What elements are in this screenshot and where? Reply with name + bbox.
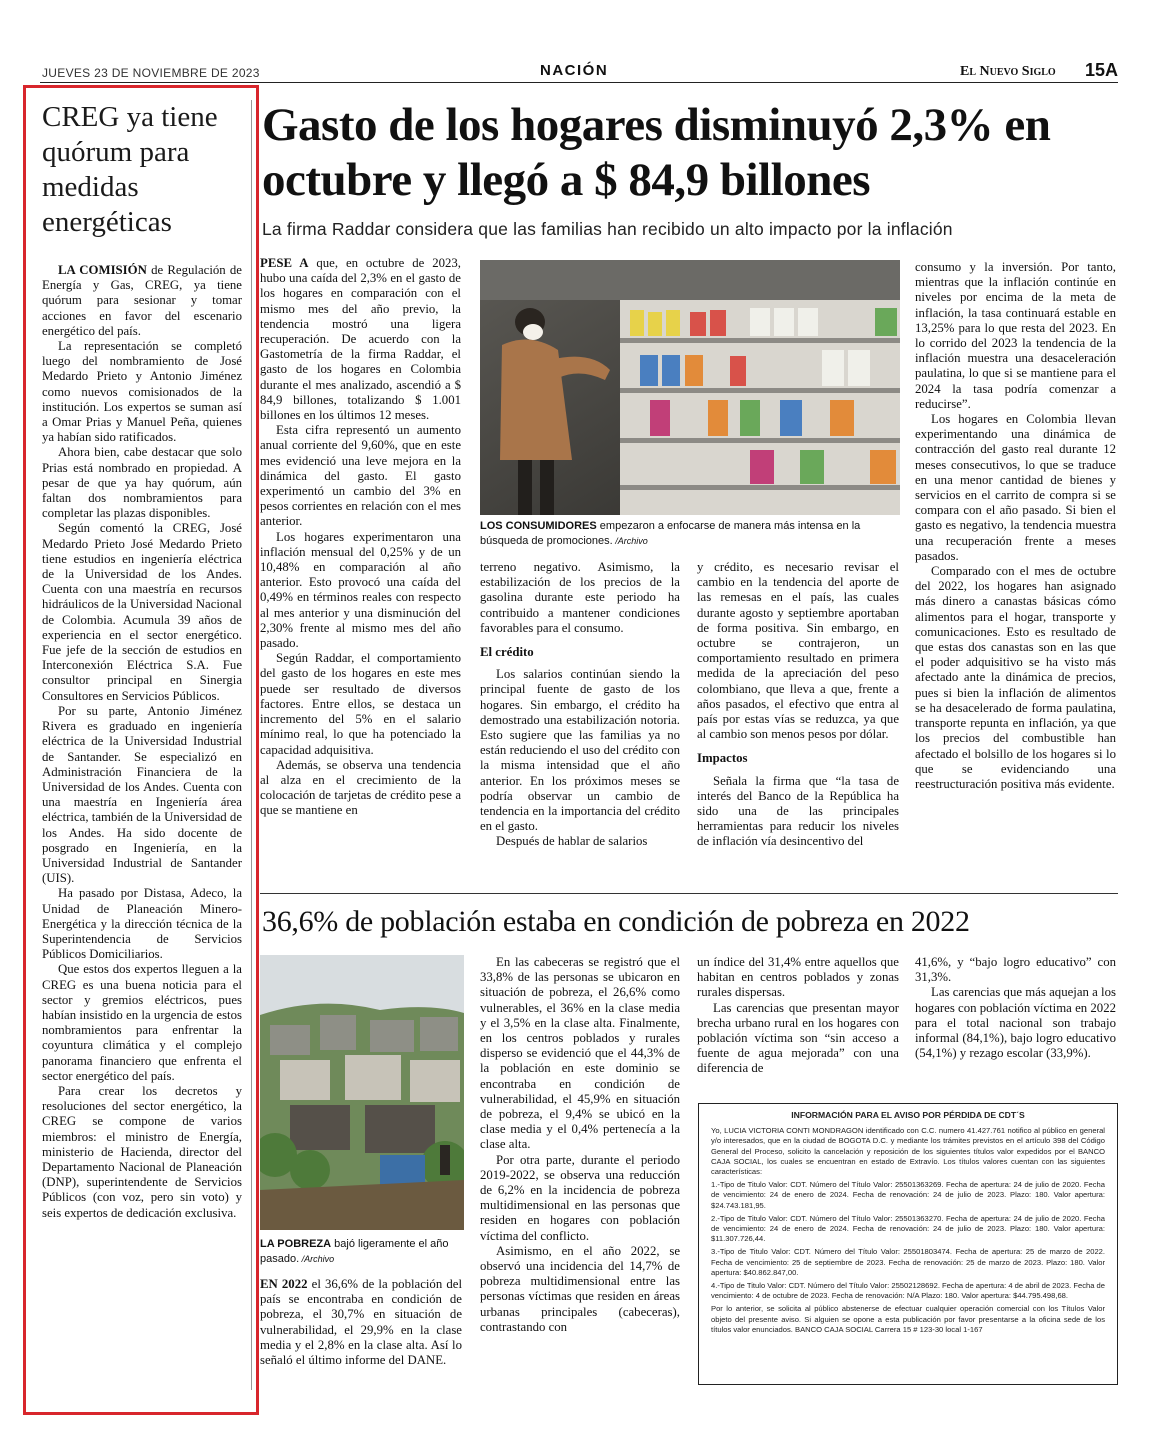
- sidebar-title: CREG ya tiene quórum para medidas energéticas: [42, 101, 218, 238]
- notice-title: INFORMACIÓN PARA EL AVISO POR PÉRDIDA DE CDT´S: [791, 1110, 1025, 1120]
- poverty-column-1: [260, 1277, 462, 1368]
- caption-lead: LA POBREZA: [260, 1238, 332, 1250]
- story-column-3: [697, 560, 899, 850]
- caption-text: empezaron a enfocarse de manera más intensa en la búsqueda de promociones.: [480, 520, 861, 547]
- hillside-houses-illustration: [260, 955, 464, 1230]
- sidebar-paragraph: Que estos dos expertos lleguen a la CREG es una buena noticia para el sector y gremios eléctricos, pues habían insistido en la urgencia de estos nombramientos para enfrentar la coyuntura climática y el complejo panorama financiero que enfrenta el sector energético del país.: [42, 962, 242, 1083]
- story-paragraph: Los hogares experimentaron una inflación mensual del 0,25% y de un 10,48% en comparación al año anterior. Esto provocó una caída del 0,49% en términos reales con respecto al mes anterior y una disminución del 2,30% frente al mismo mes del año pasado.: [260, 529, 461, 651]
- sidebar-paragraph: La representación se completó luego del nombramiento de José Medardo Prieto y Antonio Jiménez como nuevos comisionados de la institución. Los expertos se suman así a Omar Prias y Manuel Peña, quienes ya habían sido ratificados.: [42, 339, 242, 445]
- notice-item: 4.-Tipo de Titulo Valor: CDT. Número del Título Valor: 25502128692. Fecha de apertura: 4 de abril de 2023. Fecha de vencimiento: 4 de octubre de 2023. Fecha de renovación: N/A Plazo: 180. Valor apertura: $44.795.498,68.: [711, 1281, 1105, 1301]
- consumers-photo: [480, 260, 900, 515]
- story-paragraph: Además, se observa una tendencia al alza en el crecimiento de la colocación de tarjetas de crédito pese a que se mantiene en: [260, 757, 461, 818]
- poverty-column-2: [480, 955, 680, 1335]
- story-paragraph: un índice del 31,4% entre aquellos que habitan en centros poblados y zonas rurales dispersas.: [697, 955, 899, 1000]
- story-paragraph: Los salarios continúan siendo la principal fuente de gasto de los hogares. Sin embargo, el crédito ha demostrado una estabilización notoria. Esto sugiere que las familias ya no están reduciendo el uso del crédito con la misma intensidad que el año anterior. En los próximos meses se podría observar un cambio de tendencia en la importancia del crédito en el gasto.: [480, 667, 680, 834]
- supermarket-photo-illustration: [480, 260, 900, 515]
- story-lead: PESE A: [260, 256, 309, 270]
- notice-intro: Yo, LUCIA VICTORIA CONTI MONDRAGON identificado con C.C. numero 41.427.761 notifico al público en general y/o interesados, que en la ciudad de BOGOTA D.C. y mediante los trámites previstos en el artículo 398 del Código General del Proceso, solicito la cancelación y reposición de los siguientes títulos valor expedidos por el BANCO CAJA SOCIAL, los cuales se encuentran en estado de Extravío. Los títulos valores cuentan con las siguientes características:: [711, 1126, 1105, 1177]
- consumers-photo-caption: [480, 519, 900, 549]
- story-column-4: [915, 260, 1116, 792]
- poverty-lead: EN 2022: [260, 1277, 308, 1291]
- sidebar-paragraph: Por su parte, Antonio Jiménez Rivera es graduado en ingeniería eléctrica de la Universidad Industrial de Santander. Se especializó en Administración Financiera de la Universidad de los Andes. Cuenta con una maestría en Ingeniería área eléctrica, también de la Universidad de los Andes. Ha sido docente de posgrado en Ingeniería, en la Universidad Industrial de Santander (UIS).: [42, 703, 242, 886]
- main-subtitle: La firma Raddar considera que las familias han recibido un alto impacto por la inflación: [262, 219, 953, 239]
- story-paragraph: Los hogares en Colombia llevan experimentando una dinámica de contracción del gasto real durante 12 meses consecutivos, lo que se traduce en una menor cantidad de bienes y servicios en el carrito de compra si se compara con el año pasado. Si bien el gasto es negativo, la tendencia muestra una recuperación frente a meses pasados.: [915, 412, 1116, 563]
- page-number: 15A: [1085, 60, 1119, 80]
- story-paragraph: Asimismo, en el año 2022, se observó una incidencia del 14,7% de pobreza multidimensional entre las personas víctimas que residen en áreas urbanas principales (cabeceras), contrastando con: [480, 1243, 680, 1334]
- header-date: JUEVES 23 DE NOVIEMBRE DE 2023: [42, 66, 260, 80]
- section-name: NACIÓN: [540, 62, 609, 79]
- sidebar-paragraph: Ahora bien, cabe destacar que solo Prias está nombrado en propiedad. A pesar de que ya hay quórum, aún faltan dos nombramientos para completar las plazas disponibles.: [42, 445, 242, 521]
- sidebar-body: [42, 263, 242, 1221]
- second-headline: 36,6% de población estaba en condición de pobreza en 2022: [262, 905, 970, 938]
- notice-item: 3.-Tipo de Titulo Valor: CDT. Número del Título Valor: 25501803474. Fecha de apertura: 25 de marzo de 2022. Fecha de vencimiento: 25 de septiembre de 2023. Fecha de renovación: 25 de marzo de 2023. Plazo: 180. Valor apertura: $40.862.847,00.: [711, 1247, 1105, 1277]
- story-paragraph: 41,6%, y “bajo logro educativo” con 31,3%.: [915, 955, 1116, 985]
- story-paragraph: Comparado con el mes de octubre del 2022, los hogares han asignado más dinero a canastas básicas cómo alimentos para el hogar, transporte y comunicaciones. Esto es resultado de que estas dos canastas son en las que el poder adquisitivo se ha visto más afectado ante la dinámica de precios, pues si bien la inflación de alimentos se ha desacelerado de forma paulatina, transporte repunta en inflación, ya que los precios del combustible han afectado el bolsillo de los hogares si lo que se evidenciando una reestructuración positiva más evidente.: [915, 564, 1116, 791]
- story-paragraph: En las cabeceras se registró que el 33,8% de las personas se ubicaron en situación de pobreza, el 26,6% como vulnerables, el 36% en la clase media y el 3,5% en la clase alta. Finalmente, en los centros poblados y rurales disperso se evidenció que el 44,3% de la población en este dominio se encontraba en condición de vulnerabilidad, el 45,9% en situación de pobreza, el 9,4% se ubicó en la clase media y el 0,4% pertenecía a la clase alta.: [480, 955, 680, 1152]
- poverty-photo: [260, 955, 464, 1230]
- sidebar-paragraph: Para crear los decretos y resoluciones del sector energético, la CREG se compone de varios miembros: el ministro de Energía, ministerio de Hacienda, director del Departamento Nacional de Planeación (DNP), superintendente de Servicios Públicos (con voz, pero sin voto) y seis expertos de dedicación exclusiva.: [42, 1083, 242, 1220]
- caption-text: bajó ligeramente el año pasado.: [260, 1238, 449, 1265]
- story-paragraph: Por otra parte, durante el periodo 2019-2022, se observa una reducción de 6,2% en la incidencia de pobreza multidimensional en las personas que residen en hogares con población víctima del conflicto.: [480, 1152, 680, 1243]
- caption-credit: /Archivo: [612, 536, 648, 546]
- story-paragraph: Señala la firma que “la tasa de interés del Banco de la República ha sido una de las principales herramientas para reducir los niveles de inflación vía desincentivo del: [697, 773, 899, 849]
- story-paragraph: Las carencias que más aquejan a los hogares con población víctima en 2022 para el total nacional son trabajo informal (84,1%), bajo logro educativo (54,1%) y rezago escolar (33,9%).: [915, 985, 1116, 1061]
- notice-closing: Por lo anterior, se solicita al público abstenerse de efectuar cualquier operación comercial con los Títulos Valor objeto del presente aviso. Si alguien se opone a esta publicación por favor presentarse a la oficina sede de los títulos valor enunciados. BANCO CAJA SOCIAL Carrera 15 # 123-30 local 1-167: [711, 1304, 1105, 1334]
- poverty-column-3: [697, 955, 899, 1077]
- legal-notice-box: [698, 1103, 1118, 1385]
- sidebar-lead: LA COMISIÓN: [58, 263, 147, 277]
- caption-lead: LOS CONSUMIDORES: [480, 520, 597, 532]
- story-paragraph: que, en octubre de 2023, hubo una caída del 2,3% en el gasto de los hogares en comparación con el mismo mes del año previo, la tendencia mostró una ligera recuperación. De acuerdo con la Gastometría de la firma Raddar, el gasto de los hogares en Colombia durante el mes analizado, ascendió a $ 84,9 billones, totalizando $ 1.001 billones en los últimos 12 meses.: [260, 256, 461, 423]
- sidebar-paragraph: Ha pasado por Distasa, Adeco, la Unidad de Planeación Minero-Energética y la dirección técnica de la Superintendencia de Servicios Públicos Domiciliarios.: [42, 886, 242, 962]
- newspaper-name: El Nuevo Siglo: [960, 64, 1056, 79]
- story-paragraph: Según Raddar, el comportamiento del gasto de los hogares en este mes puede ser resultado de diversos factores. Entre ellos, se destaca un incremento del 5% en el salario mínimo real, lo que ha potenciado la capacidad adquisitiva.: [260, 651, 461, 757]
- notice-item: 1.-Tipo de Titulo Valor: CDT. Número del Título Valor: 25501363269. Fecha de apertura: 24 de julio de 2020. Fecha de vencimiento: 24 de enero de 2024. Fecha de renovación: 24 de julio de 2023. Plazo: 180. Valor apertura: $24.743.181,95.: [711, 1180, 1105, 1210]
- poverty-photo-caption: [260, 1237, 464, 1267]
- story-paragraph: Después de hablar de salarios: [496, 834, 648, 849]
- poverty-column-4: [915, 955, 1116, 1061]
- story-paragraph: Las carencias que presentan mayor brecha urbano rural en los hogares con población víctima son “sin acceso a fuente de agua mejorada” con una diferencia de: [697, 1000, 899, 1076]
- story-divider: [260, 893, 1118, 894]
- story-paragraph: y crédito, es necesario revisar el cambio en la tendencia del aporte de las remesas en el país, las cuales durante agosto y septiembre aportaban de forma positiva. Sin embargo, en octubre se contrajeron, un comportamiento resultado en primera medida de la apreciación del peso colombiano, que lleva a que, frente a años pasados, el efectivo que entra al país por estas vías se reduzca, ya que al cambio son menos pesos por dólar.: [697, 560, 899, 742]
- subhead-credit: El crédito: [480, 645, 534, 660]
- story-paragraph: Esta cifra representó un aumento anual corriente del 9,60%, que en este mes evidenció una leve mejora en la dinámica del gasto. El gasto experimentó un cambio del 3% en pesos corrientes en relación con el mes anterior.: [260, 423, 461, 529]
- column-divider: [251, 100, 252, 1390]
- sidebar-paragraph: Según comentó la CREG, José Medardo Prieto José Medardo Prieto tiene estudios en ingeniería eléctrica de la Universidad de los Andes. Cuenta con una maestría en recursos hidráulicos de la Universidad Nacional de Colombia. Acumula 39 años de experiencia en el sector energético. Fue jefe de la sección de estudios en Interconexión Eléctrica S.A. Fue consultor principal en Sinergia Consultores en Servicios Públicos.: [42, 521, 242, 703]
- caption-credit: /Archivo: [299, 1254, 335, 1264]
- story-paragraph: terreno negativo. Asimismo, la estabilización de los precios de la gasolina durante este periodo ha contribuido a mantener condiciones favorables para el consumo.: [480, 560, 680, 635]
- main-headline: Gasto de los hogares disminuyó 2,3% en octubre y llegó a $ 84,9 billones: [262, 99, 1051, 206]
- subhead-impacts: Impactos: [697, 751, 748, 766]
- story-paragraph: el 36,6% de la población del país se encontraba en condición de pobreza, el 30,7% en situación de vulnerabilidad, el 29,9% en la clase media y el 2,8% en la clase alta. Así lo señaló el último informe del DANE.: [260, 1277, 462, 1368]
- story-column-1: [260, 256, 461, 819]
- sidebar-paragraph: de Regulación de Energía y Gas, CREG, ya tiene quórum para sesionar y tomar acciones en favor del escenario energético del país.: [42, 263, 242, 338]
- story-paragraph: consumo y la inversión. Por tanto, mientras que la inflación continúe en niveles por encima de la meta de inflación, la tasa continuará estable en 13,25% para lo que resta del 2023. En lo corrido del 2023 la tendencia de la inflación muestra una desaceleración paulatina, lo que si se mantiene para el 2024 la tasa podría comenzar a reducirse”.: [915, 260, 1116, 411]
- story-column-2: [480, 560, 680, 850]
- notice-item: 2.-Tipo de Titulo Valor: CDT. Número del Título Valor: 25501363270. Fecha de apertura: 24 de julio de 2020. Fecha de vencimiento: 24 de enero de 2024. Fecha de renovación: 24 de julio de 2023. Plazo: 180. Valor apertura: $11.307.726,44.: [711, 1213, 1105, 1244]
- header-rule: [40, 82, 1118, 83]
